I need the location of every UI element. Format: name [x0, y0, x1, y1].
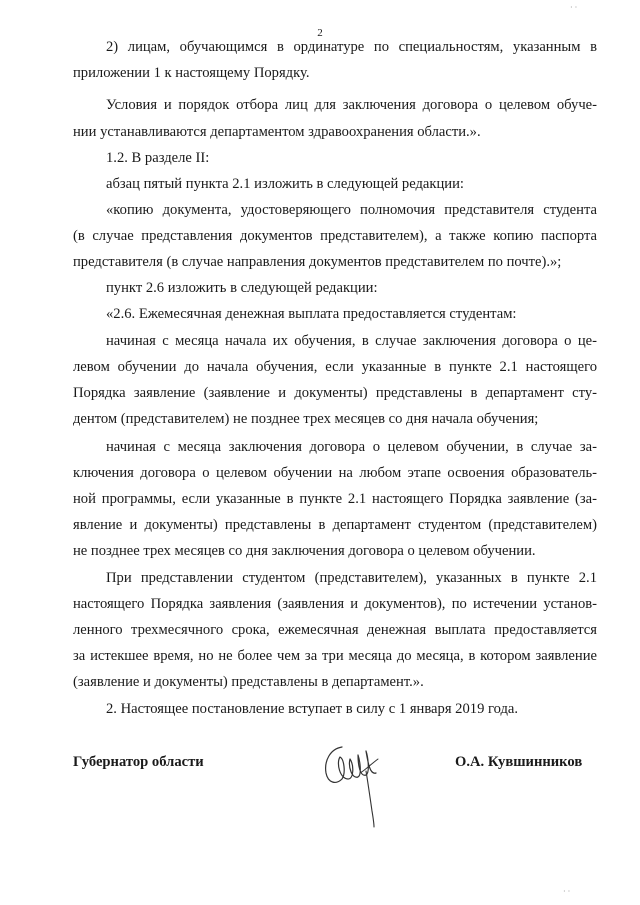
text-line: ленного трехмесячного срока, ежемесячная денежная выплата предоставляется — [73, 622, 597, 638]
text-line: «копию документа, удостоверяющего полномочия представителя студента — [106, 202, 597, 218]
signatory-position: Губернатор области — [73, 754, 204, 770]
page-number: 2 — [317, 27, 323, 39]
text-line: нии устанавливаются департаментом здравоохранения области.». — [73, 124, 481, 140]
text-line: приложении 1 к настоящему Порядку. — [73, 65, 310, 81]
text-line: дентом (представителем) не позднее трех месяцев со дня начала обучения; — [73, 411, 539, 427]
text-line: представителя (в случае направления документов представителем по почте).»; — [73, 254, 562, 270]
text-line: (заявление и документы) представлены в департамент.». — [73, 674, 424, 690]
text-line: не позднее трех месяцев со дня заключения договора о целевом обучении. — [73, 543, 536, 559]
text-line: левом обучении до начала обучения, если указанные в пункте 2.1 настоящего — [73, 359, 597, 375]
text-line: 2) лицам, обучающимся в ординатуре по специальностям, указанным в — [106, 39, 597, 55]
text-line: ключения договора о целевом обучении на любом этапе освоения образователь- — [73, 465, 597, 481]
text-line: При представлении студентом (представителем), указанных в пункте 2.1 — [106, 570, 597, 586]
text-line: 1.2. В разделе II: — [106, 150, 210, 166]
text-line: Порядка заявление (заявление и документы) представлены в департамент сту- — [73, 385, 597, 401]
text-line: настоящего Порядка заявления (заявления и документов), по истечении установ- — [73, 596, 597, 612]
text-line: явление и документы) представлены в департамент студентом (представителем) — [73, 517, 597, 533]
text-line: начиная с месяца заключения договора о целевом обучении, в случае за- — [106, 439, 597, 455]
text-line: пункт 2.6 изложить в следующей редакции: — [106, 280, 378, 296]
text-line: «2.6. Ежемесячная денежная выплата предоставляется студентам: — [106, 306, 517, 322]
text-line: абзац пятый пункта 2.1 изложить в следующей редакции: — [106, 176, 464, 192]
text-line: 2. Настоящее постановление вступает в силу с 1 января 2019 года. — [106, 701, 519, 717]
handwritten-signature — [320, 735, 385, 830]
signatory-name: О.А. Кувшинников — [455, 754, 583, 770]
text-line: (в случае представления документов представителем), а также копию паспорта — [73, 228, 597, 244]
text-line: начиная с месяца начала их обучения, в случае заключения договора о це- — [106, 333, 597, 349]
corner-mark-bottom: · · — [563, 887, 571, 896]
corner-mark-top: · · — [570, 3, 578, 12]
text-line: за истекшее время, но не более чем за три месяца до месяца, в котором заявление — [73, 648, 597, 664]
text-line: Условия и порядок отбора лиц для заключения договора о целевом обуче- — [106, 97, 597, 113]
text-line: ной программы, если указанные в пункте 2.1 настоящего Порядка заявление (за- — [73, 491, 597, 507]
